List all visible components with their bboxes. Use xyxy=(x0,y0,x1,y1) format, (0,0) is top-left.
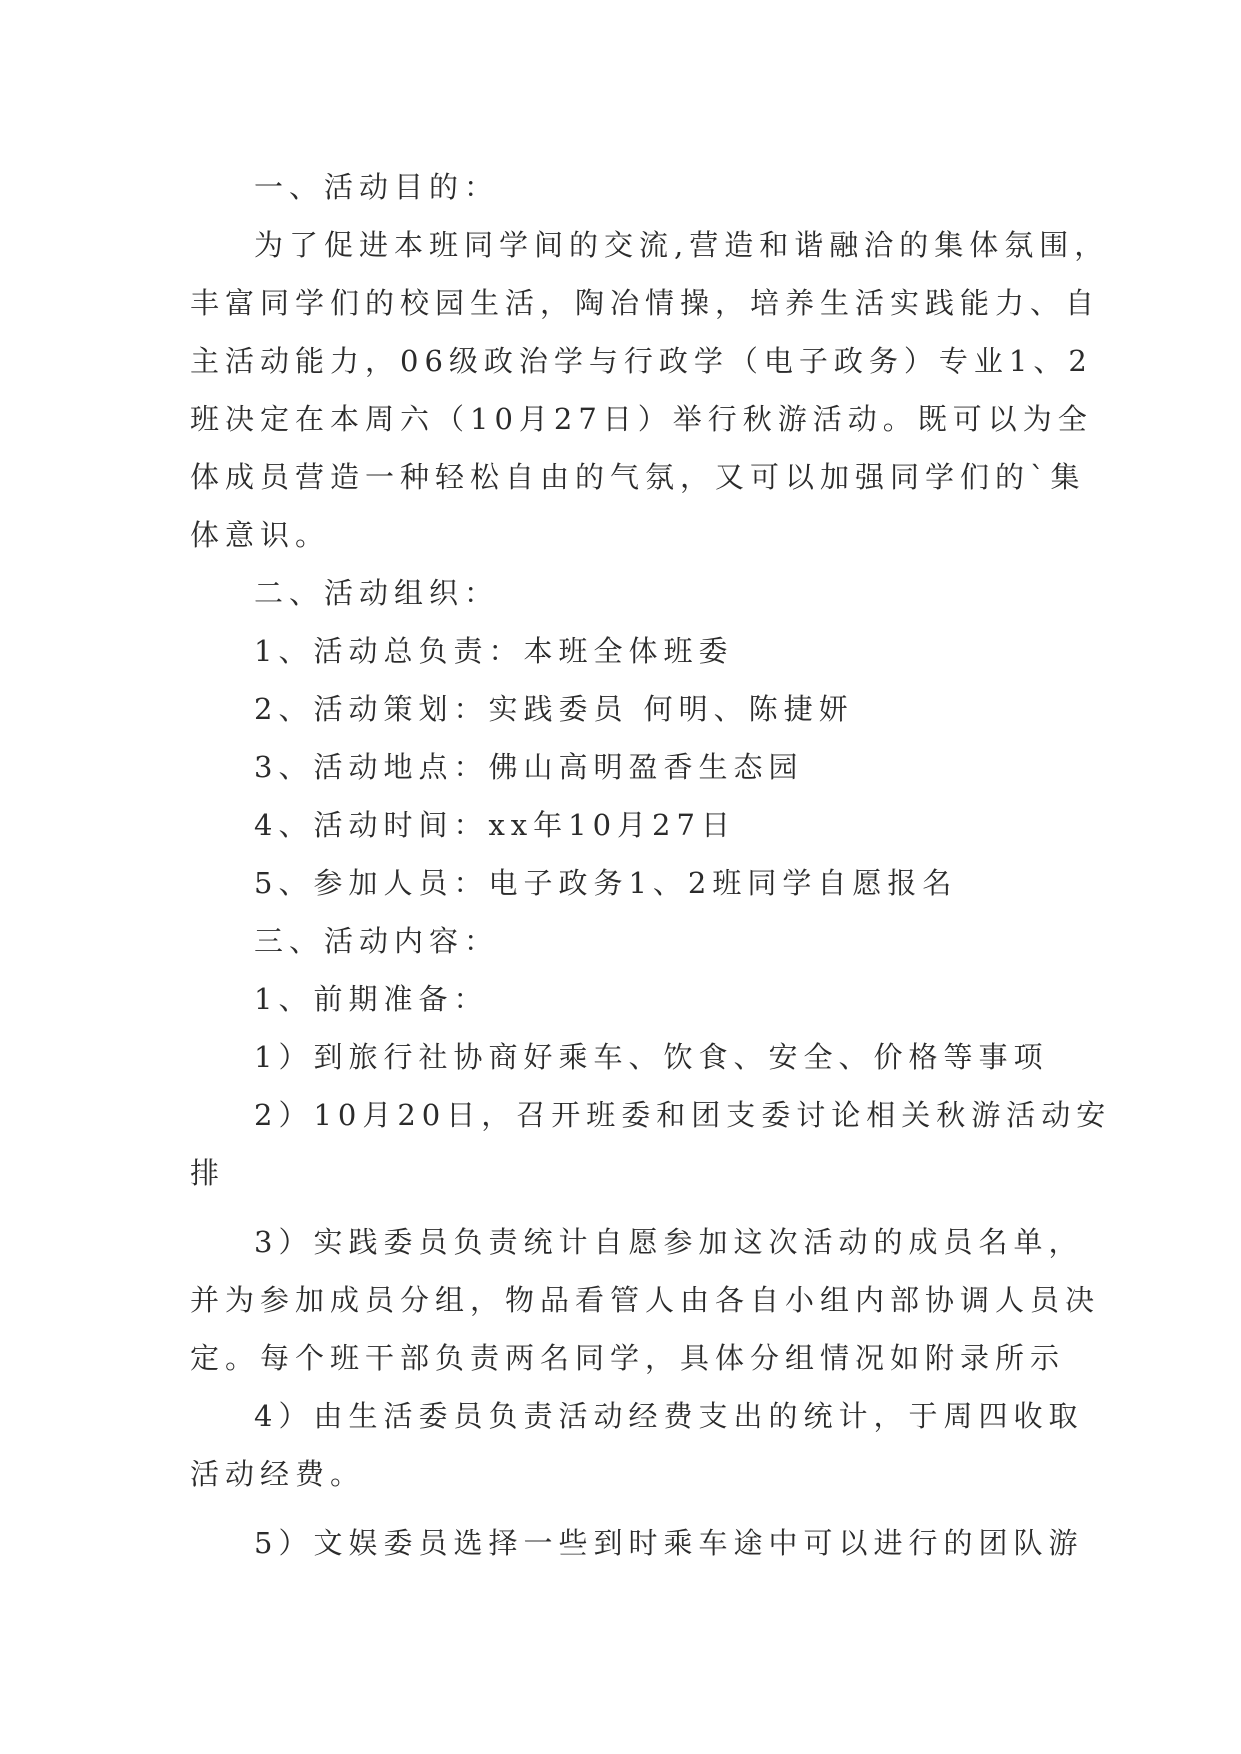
paragraph-line: 丰富同学们的校园生活，陶冶情操，培养生活实践能力、自 xyxy=(190,286,1101,320)
list-item: 1、活动总负责：本班全体班委 xyxy=(254,634,734,668)
subsection-heading: 1、前期准备： xyxy=(254,982,489,1016)
document-body xyxy=(190,158,1112,1572)
paragraph-line: 主活动能力，06级政治学与行政学（电子政务）专业1、2 xyxy=(190,344,1093,378)
section-heading-purpose: 一、活动目的： xyxy=(254,170,500,204)
list-item: 5）文娱委员选择一些到时乘车途中可以进行的团队游 xyxy=(254,1526,1084,1560)
list-item-continuation: 活动经费。 xyxy=(190,1457,366,1491)
list-item: 3、活动地点：佛山高明盈香生态园 xyxy=(254,750,804,784)
list-item: 4）由生活委员负责活动经费支出的统计，于周四收取 xyxy=(254,1399,1084,1433)
list-item: 4、活动时间：xx年10月27日 xyxy=(254,808,736,842)
list-item: 5、参加人员：电子政务1、2班同学自愿报名 xyxy=(254,866,958,900)
list-item-continuation: 定。每个班干部负责两名同学，具体分组情况如附录所示 xyxy=(190,1341,1066,1375)
paragraph-line: 体成员营造一种轻松自由的气氛，又可以加强同学们的`集 xyxy=(190,460,1086,494)
list-item: 2、活动策划：实践委员 何明、陈捷妍 xyxy=(254,692,854,726)
list-item-continuation: 排 xyxy=(190,1156,226,1190)
section-heading-content: 三、活动内容： xyxy=(254,924,500,958)
list-item-continuation: 并为参加成员分组，物品看管人由各自小组内部协调人员决 xyxy=(190,1283,1101,1317)
paragraph-line: 为了促进本班同学间的交流,营造和谐融洽的集体氛围， xyxy=(254,228,1110,262)
section-heading-organization: 二、活动组织： xyxy=(254,576,500,610)
paragraph-line: 班决定在本周六（10月27日）举行秋游活动。既可以为全 xyxy=(190,402,1093,436)
list-item: 2）10月20日，召开班委和团支委讨论相关秋游活动安 xyxy=(254,1098,1112,1132)
list-item: 1）到旅行社协商好乘车、饮食、安全、价格等事项 xyxy=(254,1040,1049,1074)
paragraph-line: 体意识。 xyxy=(190,518,331,552)
list-item: 3）实践委员负责统计自愿参加这次活动的成员名单， xyxy=(254,1225,1084,1259)
